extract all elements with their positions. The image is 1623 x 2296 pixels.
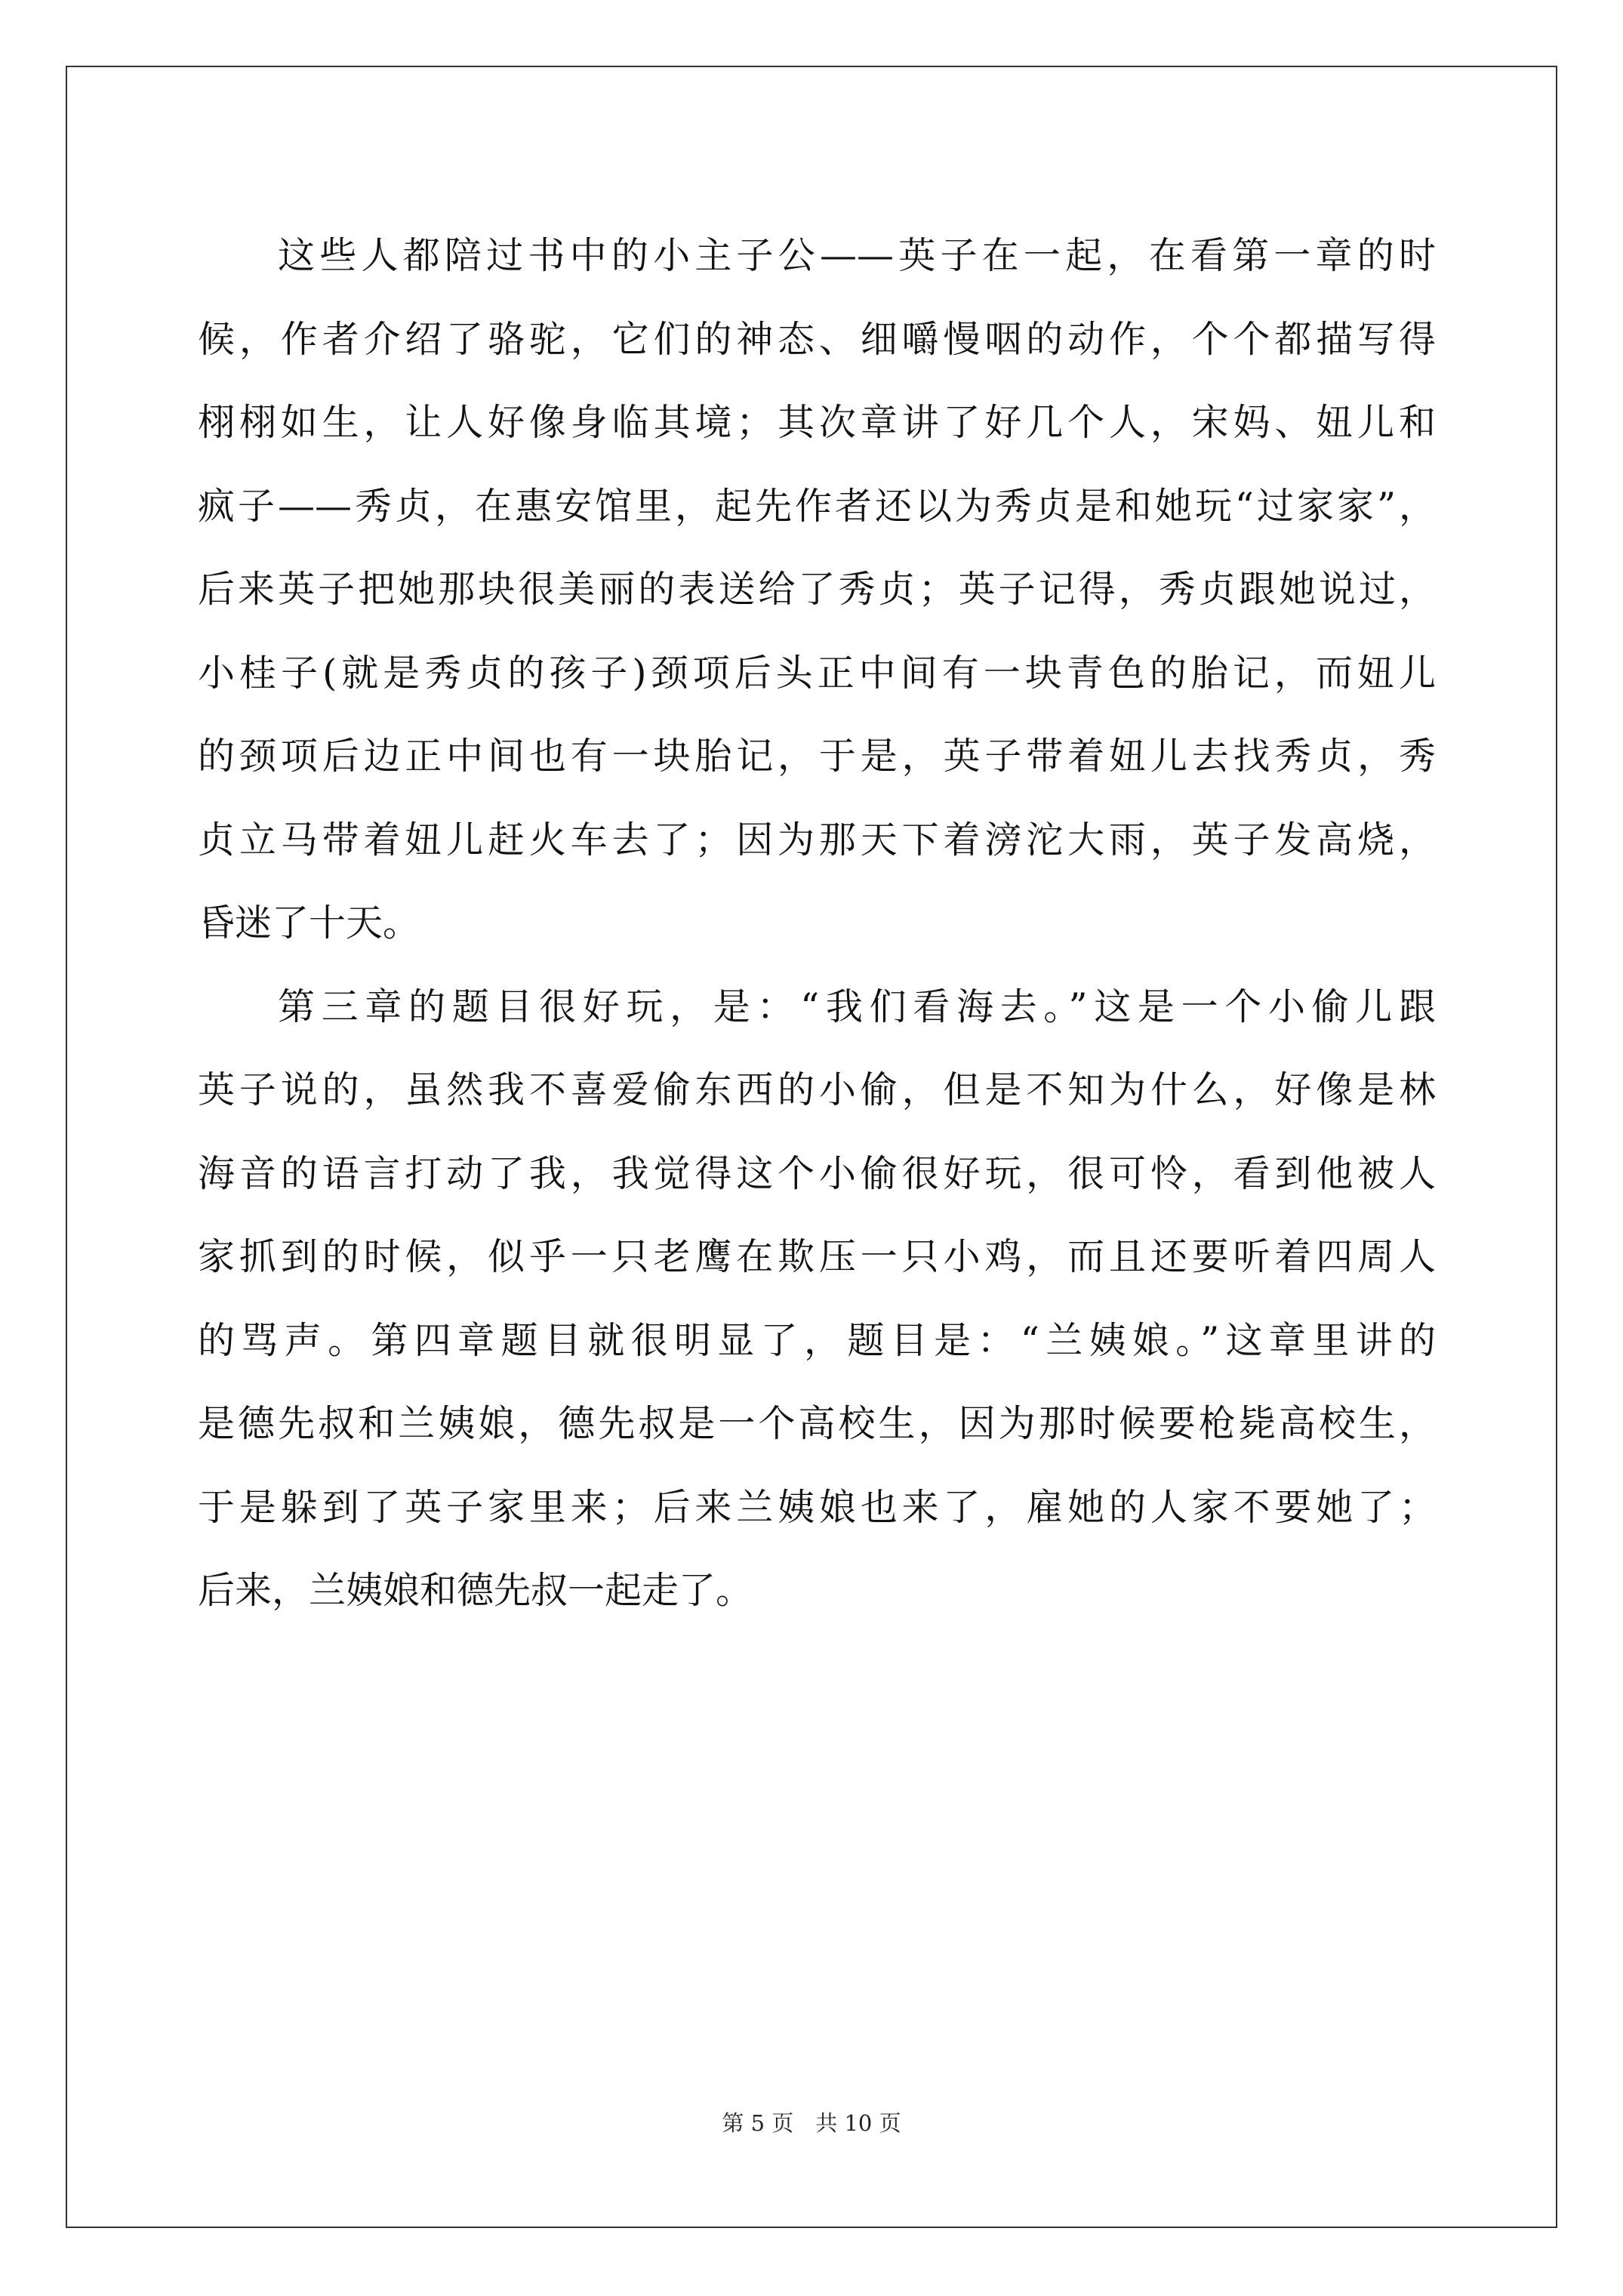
paragraph-2-line-1: 第三章的题目很好玩，是：“我们看海去。”这是一个小偷儿跟 bbox=[278, 985, 1436, 1028]
document-body bbox=[198, 214, 1436, 1633]
paragraph-1-line-8: 贞立马带着妞儿赶火车去了；因为那天下着滂沱大雨，英子发高烧， bbox=[198, 818, 1436, 861]
paragraph-2-line-6: 是德先叔和兰姨娘，德先叔是一个高校生，因为那时候要枪毙高校生， bbox=[198, 1402, 1436, 1445]
paragraph-1-line-7: 的颈项后边正中间也有一块胎记，于是，英子带着妞儿去找秀贞，秀 bbox=[198, 735, 1436, 778]
paragraph-1-line-9: 昏迷了十天。 bbox=[198, 901, 420, 945]
paragraph-1-line-3: 栩栩如生，让人好像身临其境；其次章讲了好几个人，宋妈、妞儿和 bbox=[198, 401, 1436, 444]
paragraph-2-line-4: 家抓到的时候，似乎一只老鹰在欺压一只小鸡，而且还要听着四周人 bbox=[198, 1235, 1436, 1278]
paragraph-1-line-2: 候，作者介绍了骆驼，它们的神态、细嚼慢咽的动作，个个都描写得 bbox=[198, 317, 1436, 361]
paragraph-2-line-8: 后来，兰姨娘和德先叔一起走了。 bbox=[198, 1569, 753, 1612]
paragraph-1-line-5: 后来英子把她那块很美丽的表送给了秀贞；英子记得，秀贞跟她说过， bbox=[198, 568, 1436, 611]
paragraph-1-line-1: 这些人都陪过书中的小主子公——英子在一起，在看第一章的时 bbox=[278, 234, 1436, 277]
paragraph-2-line-2: 英子说的，虽然我不喜爱偷东西的小偷，但是不知为什么，好像是林 bbox=[198, 1068, 1436, 1111]
paragraph-1-line-6: 小桂子(就是秀贞的孩子)颈项后头正中间有一块青色的胎记，而妞儿 bbox=[198, 651, 1436, 695]
paragraph-2-line-5: 的骂声。第四章题目就很明显了，题目是：“兰姨娘。”这章里讲的 bbox=[198, 1318, 1436, 1362]
paragraph-2-line-7: 于是躲到了英子家里来；后来兰姨娘也来了，雇她的人家不要她了； bbox=[198, 1485, 1436, 1529]
paragraph-2-line-3: 海音的语言打动了我，我觉得这个小偷很好玩，很可怜，看到他被人 bbox=[198, 1151, 1436, 1195]
page-number-footer: 第 5 页 共 10 页 bbox=[722, 2110, 901, 2136]
paragraph-1-line-4: 疯子——秀贞，在惠安馆里，起先作者还以为秀贞是和她玩“过家家”， bbox=[198, 484, 1436, 528]
